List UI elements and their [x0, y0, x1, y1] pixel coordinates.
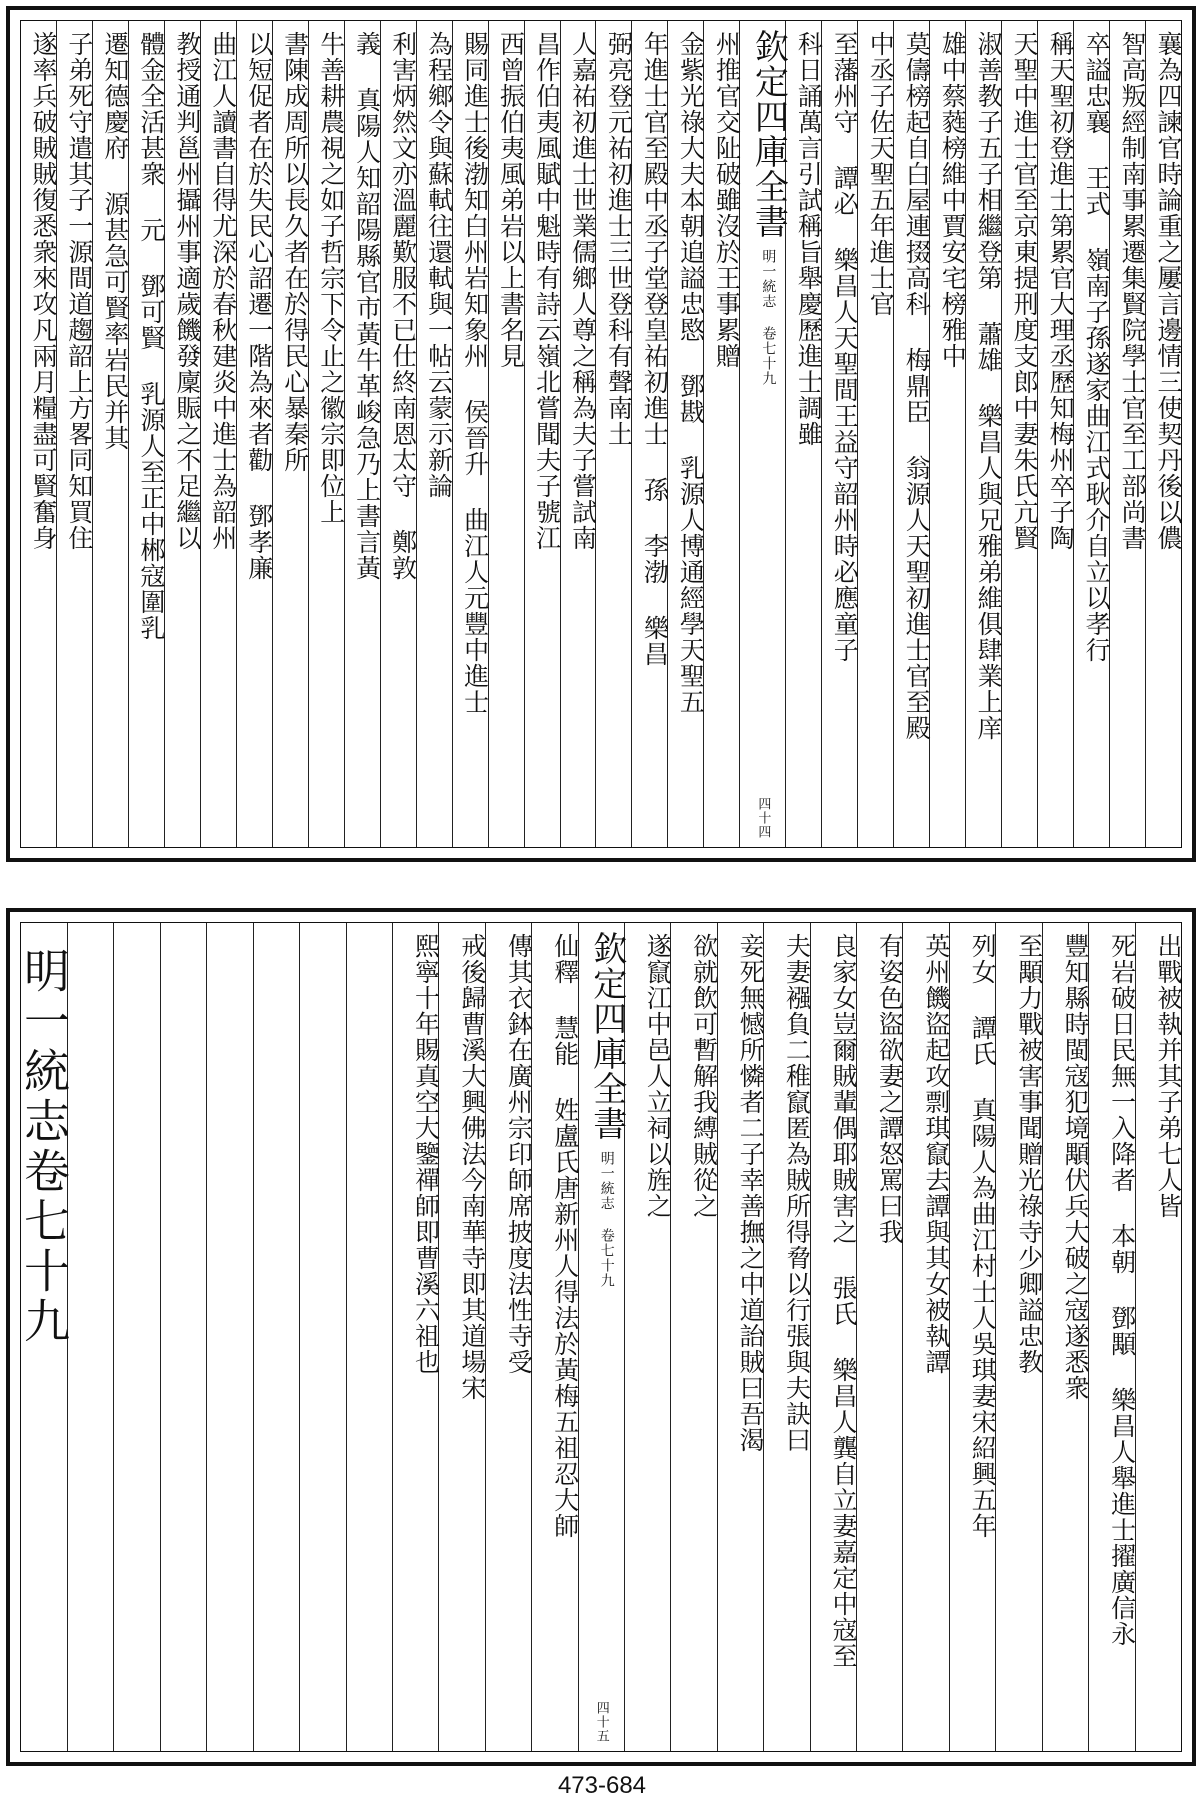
text-column: 襄為四諫官時論重之屢言邊情三使契丹後以儂: [1145, 21, 1181, 847]
text-column: 中丞子佐天聖五年進士官: [857, 21, 893, 847]
upper-page-frame: [20, 20, 1182, 848]
text-column: 昌作伯夷風賦中魁時有詩云嶺北嘗聞夫子號江: [524, 21, 560, 847]
empty-column: [160, 923, 206, 1751]
text-column: 年進士官至殿中丞子堂登皇祐初進士 孫 李渤 樂昌: [631, 21, 667, 847]
text-column: 出戰被執并其子弟七人皆: [1135, 923, 1181, 1751]
text-column: 西曾振伯夷風弟岩以上書名見: [488, 21, 524, 847]
lower-page-frame: [16, 922, 1183, 1752]
text-column: 夫妻襁負二稚竄匿為賊所得脅以行張與夫訣曰: [763, 923, 809, 1751]
text-column: 戒後歸曹溪大興佛法今南華寺即其道場宋: [438, 923, 484, 1751]
text-column: 遂率兵破賊賊復悉衆來攻凡兩月糧盡可賢奮身: [28, 31, 58, 551]
text-column: 列女 譚氏 真陽人為曲江村士人吳琪妻宋紹興五年: [949, 923, 995, 1751]
book-title: 欽定四庫全書: [748, 29, 789, 239]
text-column: 以短促者在於失民心詔遷一階為來者勸 鄧孝廉: [236, 21, 272, 847]
upper-page: [6, 6, 1196, 862]
lower-columns: [16, 923, 1183, 1751]
center-fold-column: [739, 21, 789, 847]
volume-reference: 明一統志 卷七十九: [598, 1151, 615, 1288]
text-column: 科日誦萬言引試稱旨舉慶歷進士調雖: [785, 21, 821, 847]
volume-reference: 明一統志 卷七十九: [760, 249, 777, 386]
text-column: 天聖中進士官至京東提刑度支郎中妻朱氏亢賢: [1001, 21, 1037, 847]
text-column: 曲江人讀書自得尤深於春秋建炎中進士為韶州: [200, 21, 236, 847]
text-column: 死岩破日民無一入降者 本朝 鄧顒 樂昌人舉進士擢廣信永: [1088, 923, 1134, 1751]
text-column: 至藩州守 譚必 樂昌人天聖間王益守韶州時必應童子: [821, 21, 857, 847]
text-column: 莫儔榜起自白屋連掇高科 梅鼎臣 翁源人天聖初進士官至殿: [893, 21, 929, 847]
text-column: 英州饑盜起攻剽琪竄去譚與其女被執譚: [902, 923, 948, 1751]
text-column: 熙寧十年賜真空大鑒禪師即曹溪六祖也: [392, 923, 438, 1751]
text-column: 卒謚忠襄 王式 嶺南子孫遂家曲江式耿介自立以孝行: [1073, 21, 1109, 847]
empty-column: [206, 923, 252, 1751]
book-title: 欽定四庫全書: [586, 931, 627, 1141]
text-column: 豐知縣時閩寇犯境顒伏兵大破之寇遂悉衆: [1042, 923, 1088, 1751]
text-column: 子弟死守遣其子一源間道趨韶上方畧同知買住: [56, 21, 92, 847]
text-column: 智高叛經制南事累遷集賢院學士官至工部尚書: [1109, 21, 1145, 847]
leaf-number: 四十四: [755, 797, 771, 839]
text-column: 有姿色盜欲妻之譚怒罵曰我: [856, 923, 902, 1751]
text-column: 弼亮登元祐初進士三世登科有聲南土: [595, 21, 631, 847]
text-column: 牛善耕農視之如子哲宗下令止之徽宗即位上: [308, 21, 344, 847]
text-column: 遂竄江中邑人立祠以旌之: [624, 923, 670, 1751]
text-column: 金紫光祿大夫本朝追謚忠愍 鄧戡 乳源人博通經學天聖五: [667, 21, 703, 847]
text-column: 賜同進士後渤知白州岩知象州 侯晉升 曲江人元豐中進士: [452, 21, 488, 847]
text-column: 雄中蔡蕤榜維中賈安宅榜雅中: [929, 21, 965, 847]
text-column: 教授通判邕州攝州事適歲饑發廩賑之不足繼以: [164, 21, 200, 847]
text-column: 妾死無憾所憐者二子幸善撫之中道詒賊曰吾渴: [717, 923, 763, 1751]
text-column: 利害炳然文亦溫麗歎服不已仕終南恩太守 鄭敦: [380, 21, 416, 847]
text-column: 稱天聖初登進士第累官大理丞歷知梅州卒子陶: [1037, 21, 1073, 847]
text-column: 體金全活甚衆 元 鄧可賢 乳源人至正中郴寇圍乳: [128, 21, 164, 847]
chapter-end-title: 明一統志卷七十九: [16, 947, 71, 1347]
text-column: 傳其衣鉢在廣州宗印師席披度法性寺受: [485, 923, 531, 1751]
leaf-number: 四十五: [593, 1701, 609, 1743]
text-column: 至顒力戰被害事聞贈光祿寺少卿謚忠教: [995, 923, 1041, 1751]
empty-column: [113, 923, 159, 1751]
text-column: 良家女豈爾賊輩偶耶賊害之 張氏 樂昌人龔自立妻嘉定中寇至: [810, 923, 856, 1751]
empty-column: [299, 923, 345, 1751]
text-column: 遷知德慶府 源甚急可賢率岩民并其: [92, 21, 128, 847]
text-column: 人嘉祐初進士世業儒鄉人尊之稱為夫子嘗試南: [560, 21, 596, 847]
text-column: 書陳成周所以長久者在於得民心暴秦所: [272, 21, 308, 847]
text-column: 欲就飲可暫解我縛賊從之: [670, 923, 716, 1751]
empty-column: [346, 923, 392, 1751]
page-number-footer: 473-684: [557, 1772, 647, 1799]
upper-columns: [21, 21, 1181, 847]
lower-page: [6, 908, 1196, 1766]
center-fold-column: [578, 923, 627, 1751]
empty-column: [67, 923, 113, 1751]
text-column: 州推官交阯破雖沒於王事累贈: [703, 21, 739, 847]
text-column: 淑善教子五子相繼登第 蕭雄 樂昌人與兄雅弟維俱肆業上庠: [965, 21, 1001, 847]
text-column: 仙釋 慧能 姓盧氏唐新州人得法於黃梅五祖忍大師: [531, 923, 577, 1751]
empty-column: [253, 923, 299, 1751]
text-column: 義 真陽人知韶陽縣官市黃牛革峻急乃上書言黃: [344, 21, 380, 847]
text-column: 為程鄉令與蘇軾往還軾與一帖云蒙示新論: [416, 21, 452, 847]
